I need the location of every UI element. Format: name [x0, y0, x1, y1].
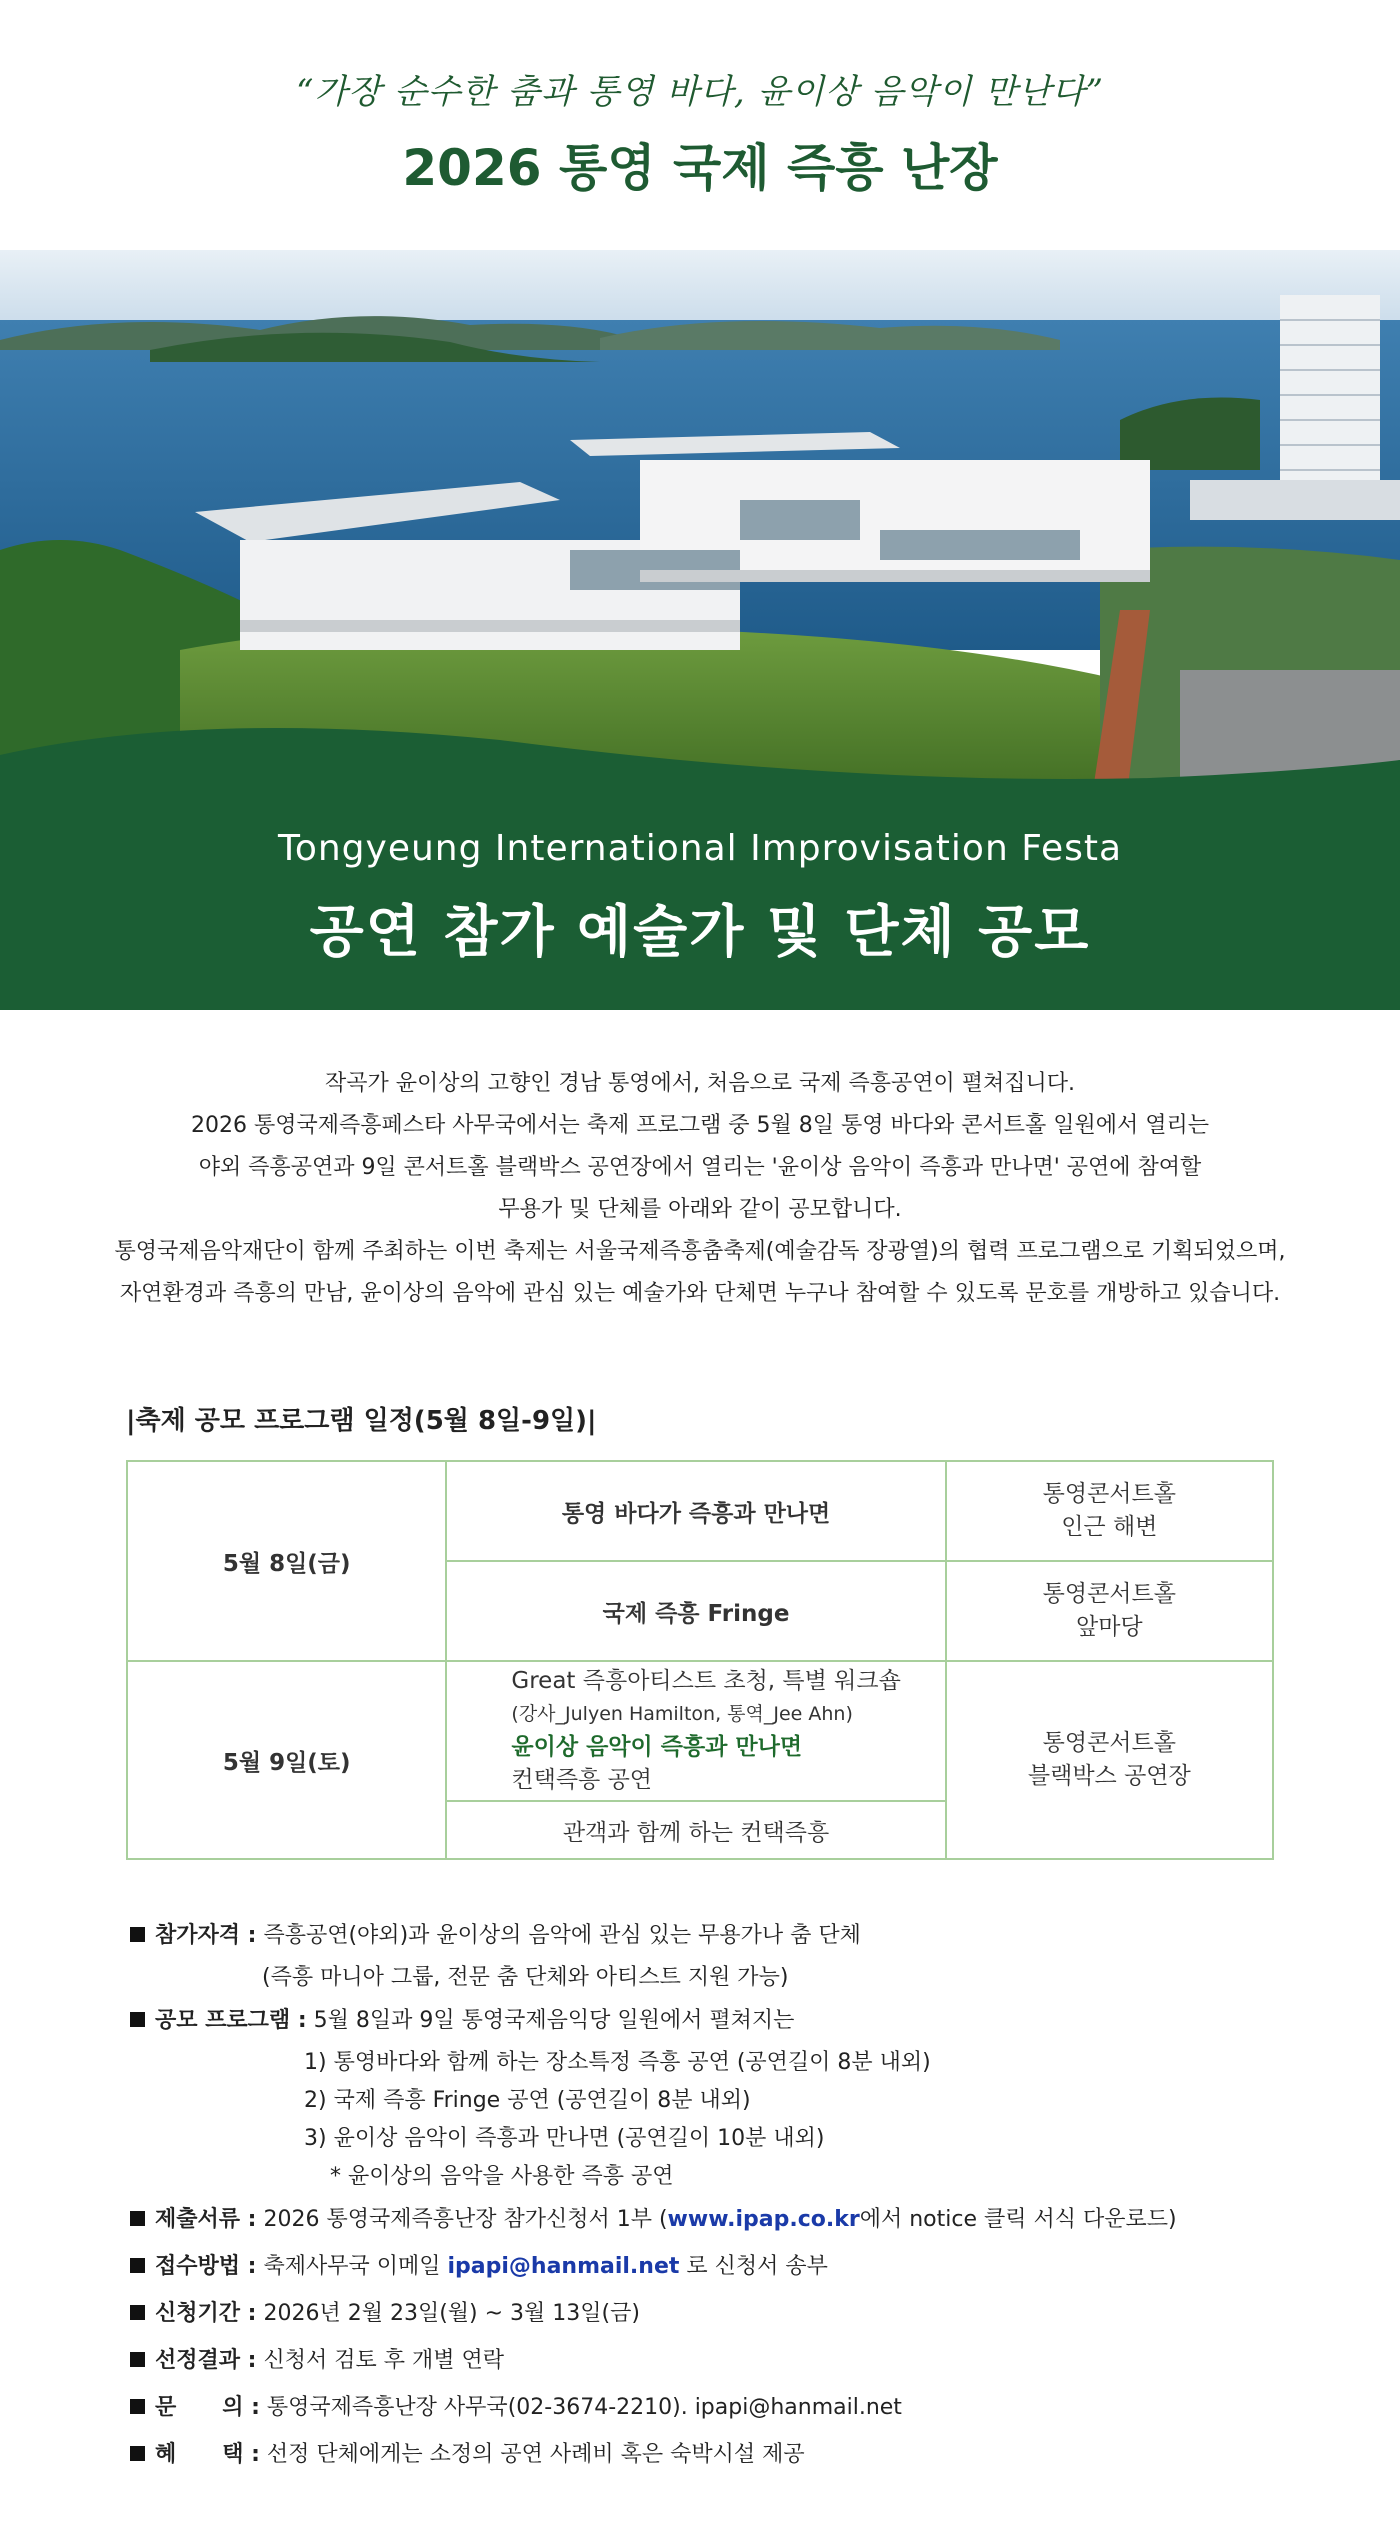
venue-cell — [946, 1561, 1273, 1661]
item-text: 2026년 2월 23일(월) ~ 3월 13일(금) — [263, 2301, 640, 2326]
list-item — [130, 2384, 1310, 2431]
venue-line: 통영콘서트홀 — [1042, 1730, 1176, 1756]
list-item-sub — [130, 2044, 1310, 2082]
venue-line: 통영콘서트홀 — [1042, 1481, 1176, 1507]
list-item — [130, 2290, 1310, 2337]
item-text: 에서 notice 클릭 서식 다운로드) — [859, 2207, 1177, 2232]
date-cell: 5월 9일(토) — [127, 1661, 446, 1859]
venue-cell — [946, 1461, 1273, 1561]
bullet-square-icon — [130, 1927, 145, 1942]
program-line: 컨택즉흥 공연 — [511, 1767, 653, 1793]
item-text: 2026 통영국제즉흥난장 참가신청서 1부 ( — [263, 2207, 668, 2232]
email-link[interactable]: ipapi@hanmail.net — [447, 2254, 680, 2279]
item-label: 문 의 : — [155, 2395, 260, 2420]
intro-line: 통영국제음악재단이 함께 주최하는 이번 축제는 서울국제즉흥춤축제(예술감독 장광열)의 협력 프로그램으로 기획되었으며, — [114, 1239, 1286, 1264]
item-text: 선정 단체에게는 소정의 공연 사례비 혹은 숙박시설 제공 — [266, 2442, 805, 2467]
program-cell: 국제 즉흥 Fringe — [446, 1561, 945, 1661]
bullet-square-icon — [130, 2352, 145, 2367]
list-item-sub — [130, 2120, 1310, 2158]
venue-line: 인근 해변 — [1061, 1514, 1158, 1540]
item-text: 로 신청서 송부 — [679, 2254, 828, 2279]
schedule-title: |축제 공모 프로그램 일정(5월 8일-9일)| — [126, 1406, 597, 1436]
tagline: “가장 순수한 춤과 통영 바다, 윤이상 음악이 만난다” — [295, 72, 1105, 112]
venue-line: 블랙박스 공연장 — [1027, 1763, 1191, 1789]
program-cell — [446, 1661, 945, 1801]
venue-cell — [946, 1661, 1273, 1859]
intro-text — [100, 1063, 1300, 1315]
table-row — [127, 1661, 1273, 1801]
list-item — [130, 2337, 1310, 2384]
bullet-square-icon — [130, 2399, 145, 2414]
item-text: 통영국제즉흥난장 사무국(02-3674-2210). ipapi@hanmail.net — [266, 2395, 902, 2420]
item-text: 3) 윤이상 음악이 즉흥과 만나면 (공연길이 10분 내외) — [304, 2126, 825, 2151]
item-text: 2) 국제 즉흥 Fringe 공연 (공연길이 8분 내외) — [304, 2088, 751, 2113]
bullet-square-icon — [130, 2258, 145, 2273]
item-text: 즉흥공연(야외)과 윤이상의 음악에 관심 있는 무용가나 춤 단체 — [263, 1923, 861, 1948]
item-label: 제출서류 : — [155, 2207, 257, 2232]
program-line: (강사_Julyen Hamilton, 통역_Jee Ahn) — [511, 1703, 853, 1725]
bullet-square-icon — [130, 2211, 145, 2226]
program-cell: 통영 바다가 즉흥과 만나면 — [446, 1461, 945, 1561]
list-item — [130, 2243, 1310, 2290]
intro-line: 무용가 및 단체를 아래와 같이 공모합니다. — [498, 1197, 902, 1222]
list-item-sub — [130, 2158, 1310, 2196]
details-list — [130, 1912, 1310, 2478]
festa-korean-title: 공연 참가 예술가 및 단체 공모 — [309, 900, 1091, 965]
item-text: 1) 통영바다와 함께 하는 장소특정 즉흥 공연 (공연길이 8분 내외) — [304, 2050, 931, 2075]
program-line: 윤이상 음악이 즉흥과 만나면 — [511, 1734, 803, 1760]
bullet-square-icon — [130, 2446, 145, 2461]
festa-english-title: Tongyeung International Improvisation Festa — [277, 828, 1123, 869]
intro-line: 작곡가 윤이상의 고향인 경남 통영에서, 처음으로 국제 즉흥공연이 펼쳐집니다. — [325, 1071, 1075, 1096]
list-item-sub — [130, 1959, 1310, 1997]
website-link[interactable]: www.ipap.co.kr — [667, 2207, 860, 2232]
bullet-square-icon — [130, 2305, 145, 2320]
item-text: 5월 8일과 9일 통영국제음익당 일원에서 펼쳐지는 — [313, 2008, 795, 2033]
list-item-sub — [130, 2082, 1310, 2120]
list-item — [130, 1912, 1310, 1959]
intro-line: 2026 통영국제즉흥페스타 사무국에서는 축제 프로그램 중 5월 8일 통영 바다와 콘서트홀 일원에서 열리는 — [191, 1113, 1209, 1138]
page-title: 2026 통영 국제 즉흥 난장 — [402, 139, 998, 197]
item-label: 접수방법 : — [155, 2254, 257, 2279]
item-text: 신청서 검토 후 개별 연락 — [263, 2348, 504, 2373]
item-label: 참가자격 : — [155, 1923, 257, 1948]
item-text: 축제사무국 이메일 — [263, 2254, 448, 2279]
schedule-table — [126, 1460, 1274, 1860]
item-note: * 윤이상의 음악을 사용한 즉흥 공연 — [330, 2164, 674, 2189]
item-text: (즉흥 마니아 그룹, 전문 춤 단체와 아티스트 지원 가능) — [262, 1965, 789, 1990]
intro-line: 야외 즉흥공연과 9일 콘서트홀 블랙박스 공연장에서 열리는 '윤이상 음악이 즉흥과 만나면' 공연에 참여할 — [198, 1155, 1202, 1180]
list-item — [130, 2431, 1310, 2478]
program-line: Great 즉흥아티스트 초청, 특별 워크숍 — [511, 1668, 901, 1694]
bullet-square-icon — [130, 2012, 145, 2027]
program-cell: 관객과 함께 하는 컨택즉흥 — [446, 1801, 945, 1859]
green-wave — [0, 700, 1400, 840]
list-item — [130, 2196, 1310, 2243]
table-row — [127, 1461, 1273, 1561]
item-label: 공모 프로그램 : — [155, 2008, 307, 2033]
intro-line: 자연환경과 즉흥의 만남, 윤이상의 음악에 관심 있는 예술가와 단체면 누구나 참여할 수 있도록 문호를 개방하고 있습니다. — [119, 1281, 1281, 1306]
date-cell: 5월 8일(금) — [127, 1461, 446, 1661]
item-label: 선정결과 : — [155, 2348, 257, 2373]
list-item — [130, 1997, 1310, 2044]
item-label: 신청기간 : — [155, 2301, 257, 2326]
header — [0, 0, 1400, 250]
venue-line: 통영콘서트홀 — [1042, 1581, 1176, 1607]
item-label: 혜 택 : — [155, 2442, 260, 2467]
venue-line: 앞마당 — [1075, 1614, 1143, 1640]
